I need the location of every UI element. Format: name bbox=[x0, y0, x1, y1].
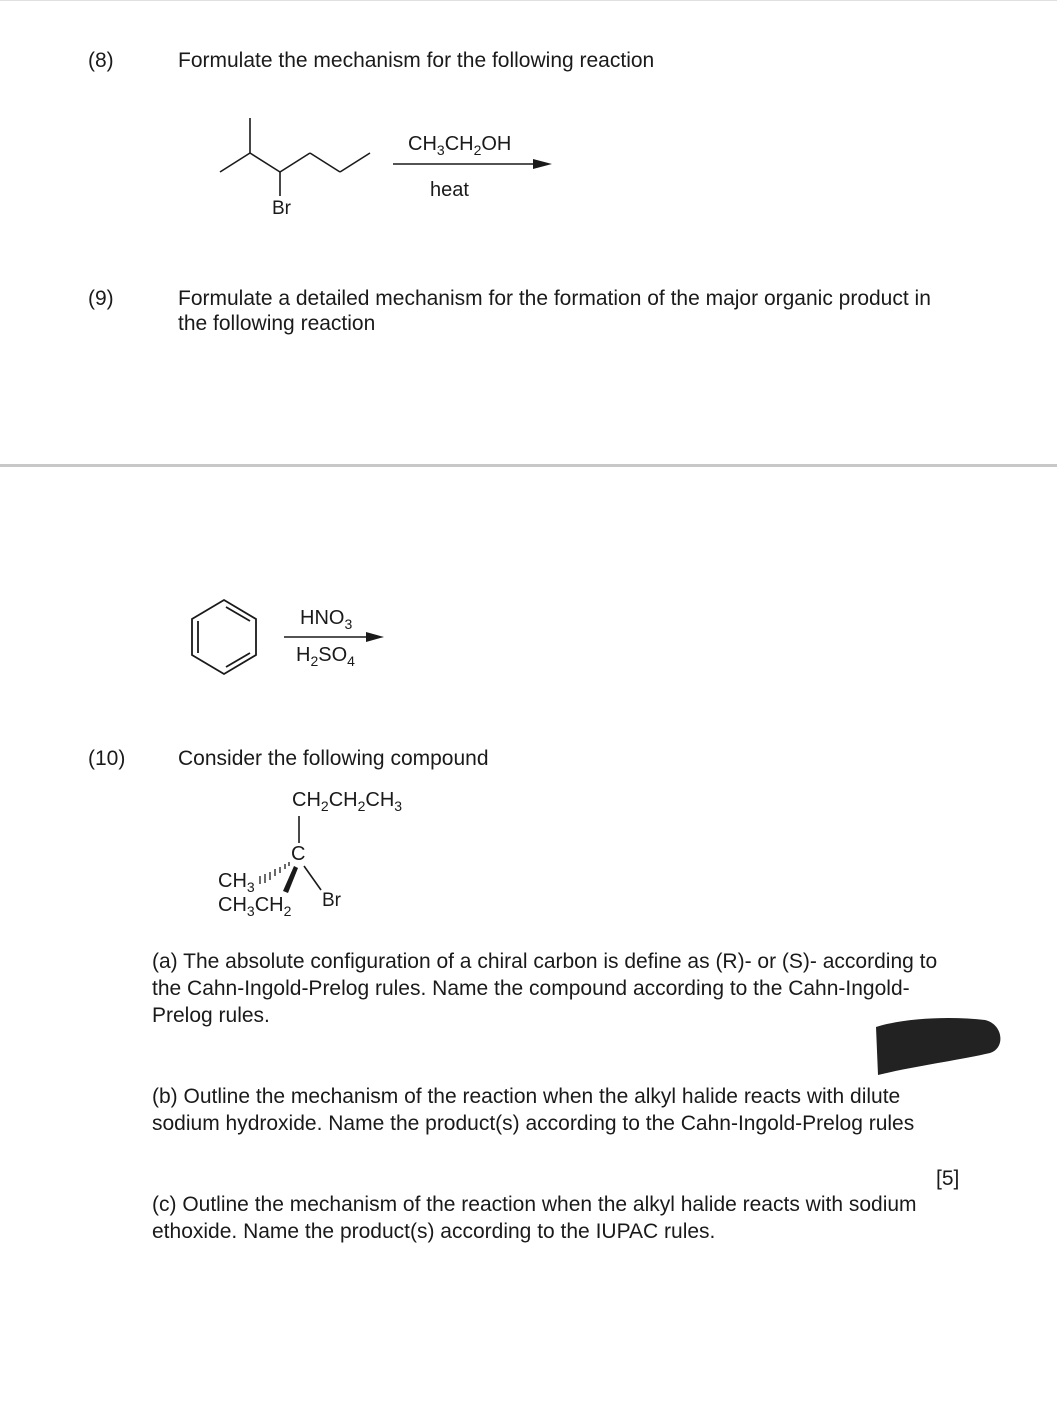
q8-reagent-heat: heat bbox=[430, 179, 469, 201]
q10-ethyl-sub3: 3 bbox=[246, 903, 255, 919]
q10-propyl-ch-b: CH bbox=[328, 789, 358, 811]
q8-reagent-ethanol-sub2: 2 bbox=[473, 142, 482, 158]
q10-chiral-carbon: C bbox=[291, 843, 306, 865]
redaction-scribble bbox=[876, 1018, 1000, 1075]
q10-prompt: Consider the following compound bbox=[178, 747, 489, 770]
q9-prompt-line1: Formulate a detailed mechanism for the formation of the major organic product in bbox=[178, 287, 931, 310]
q8-prompt: Formulate the mechanism for the following reaction bbox=[178, 49, 655, 72]
q10-ethyl-sub2: 2 bbox=[283, 903, 292, 919]
q8-reagent-ethanol-oh: OH bbox=[481, 133, 512, 155]
q10-part-b-line2: sodium hydroxide. Name the product(s) according to the Cahn-Ingold-Prelog rules bbox=[152, 1112, 915, 1135]
q10-propyl-sub-a: 2 bbox=[320, 798, 329, 814]
q10-part-c-line2: ethoxide. Name the product(s) according to the IUPAC rules. bbox=[152, 1220, 716, 1243]
q9-prompt-line2: the following reaction bbox=[178, 312, 376, 335]
q10-propyl-ch-c: CH bbox=[365, 789, 395, 811]
q10-ethyl-ch-a: CH bbox=[218, 894, 247, 916]
q10-part-a-line3: Prelog rules. bbox=[152, 1004, 270, 1027]
q10-part-b-line1: (b) Outline the mechanism of the reaction when the alkyl halide reacts with dilute bbox=[152, 1085, 901, 1108]
q8-number: (8) bbox=[88, 49, 114, 72]
q10-propyl-sub-c: 3 bbox=[394, 798, 403, 814]
q8-reagent-ethanol-ch: CH bbox=[408, 133, 437, 155]
q9-reagent-h-sub2: 2 bbox=[310, 653, 319, 669]
q9-number: (9) bbox=[88, 287, 114, 310]
q9-reagent-hno-sub3: 3 bbox=[344, 616, 353, 632]
q10-part-c-line1: (c) Outline the mechanism of the reaction when the alkyl halide reacts with sodium bbox=[152, 1193, 917, 1216]
q10-propyl-sub-b: 2 bbox=[357, 798, 366, 814]
q10-methyl-sub3: 3 bbox=[246, 879, 255, 895]
q9-reagent-so: SO bbox=[318, 644, 348, 666]
q10-ethyl-ch-b: CH bbox=[254, 894, 284, 916]
q8-reagent-ethanol-ch2: CH bbox=[444, 133, 474, 155]
q10-propyl-ch-a: CH bbox=[292, 789, 321, 811]
q10-methyl-ch: CH bbox=[218, 870, 247, 892]
q10-part-a-line1: (a) The absolute configuration of a chiral carbon is define as (R)- or (S)- according to bbox=[152, 950, 938, 973]
q9-reagent-so-sub4: 4 bbox=[347, 653, 355, 669]
q10-marks: [5] bbox=[936, 1167, 960, 1190]
q8-reagent-ethanol-sub3: 3 bbox=[436, 142, 445, 158]
q10-bromine-label: Br bbox=[322, 890, 341, 911]
q9-reagent-hno: HNO bbox=[300, 607, 345, 629]
q10-number: (10) bbox=[88, 747, 126, 770]
q9-reagent-h: H bbox=[296, 644, 311, 666]
q10-part-a-line2: the Cahn-Ingold-Prelog rules. Name the compound according to the Cahn-Ingold- bbox=[152, 977, 910, 1000]
q8-bromine-label: Br bbox=[272, 198, 291, 219]
